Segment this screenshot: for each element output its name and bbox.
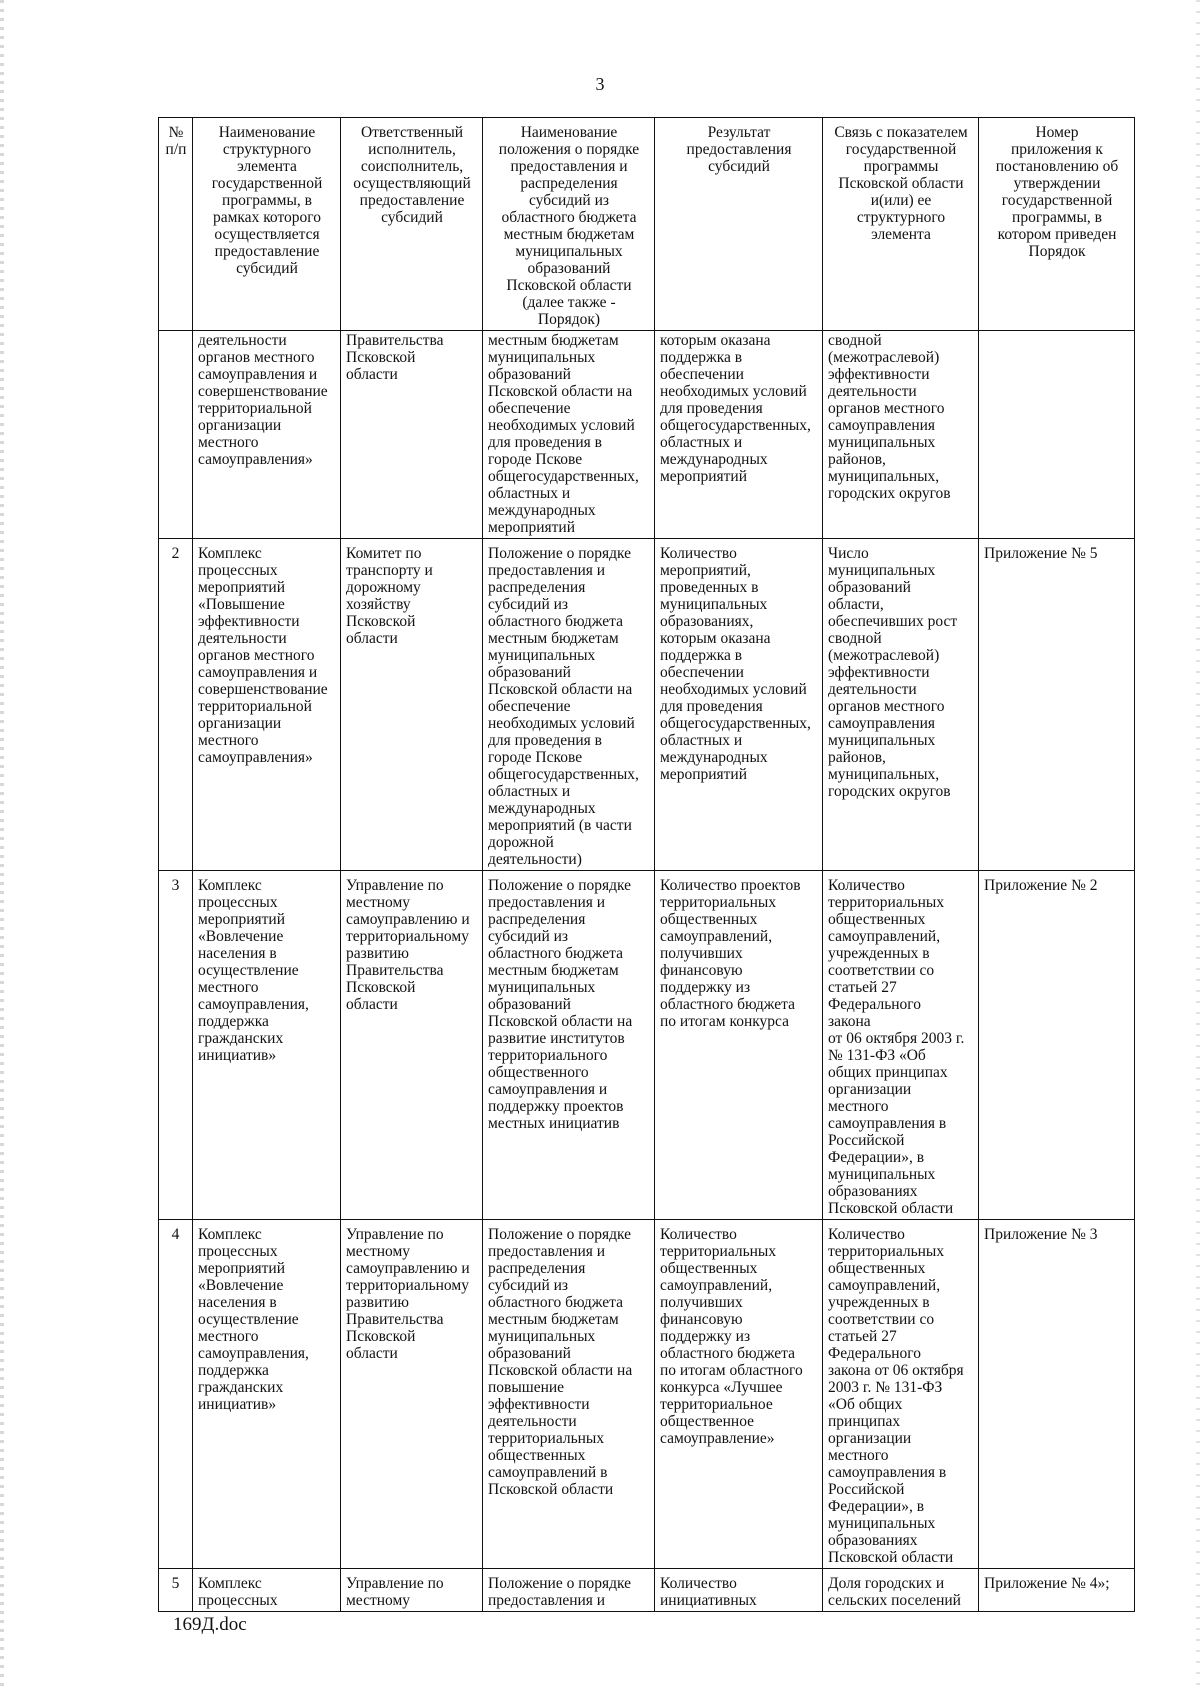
row-num: 2 bbox=[159, 539, 193, 871]
row-regulation: местным бюджетам муниципальных образований Псковской области на обеспечение необходимых условий для проведения в городе Пскове общегосударственных, областных и международных мероприятий bbox=[483, 331, 655, 539]
row-element: деятельности органов местного самоуправления и совершенствование территориальной организации местного самоуправления» bbox=[193, 331, 341, 539]
header-element: Наименование структурного элемента государственной программы, в рамках которого осуществляется предоставление субсидий bbox=[193, 118, 341, 331]
row-result: Количество проектов территориальных общественных самоуправлений, получивших финансовую поддержку из областного бюджета по итогам конкурса bbox=[655, 871, 823, 1220]
table-row bbox=[159, 1569, 1135, 1612]
row-appendix: Приложение № 4»; bbox=[979, 1569, 1135, 1612]
table-header-row bbox=[159, 118, 1135, 331]
row-appendix: Приложение № 2 bbox=[979, 871, 1135, 1220]
row-num: 5 bbox=[159, 1569, 193, 1612]
row-appendix: Приложение № 3 bbox=[979, 1220, 1135, 1569]
row-appendix bbox=[979, 331, 1135, 539]
row-num: 3 bbox=[159, 871, 193, 1220]
scan-edge-right bbox=[1196, 0, 1200, 1686]
row-element: Комплекс процессных мероприятий «Вовлечение населения в осуществление местного самоуправления, поддержка гражданских инициатив» bbox=[193, 871, 341, 1220]
row-element: Комплекс процессных мероприятий «Повышение эффективности деятельности органов местного самоуправления и совершенствование территориальной организации местного самоуправления» bbox=[193, 539, 341, 871]
row-regulation: Положение о порядке предоставления и распределения субсидий из областного бюджета местным бюджетам муниципальных образований Псковской области на обеспечение необходимых условий для проведения в городе Пскове общегосударственных, областных и международных мероприятий (в части дорожной деятельности) bbox=[483, 539, 655, 871]
table-row bbox=[159, 331, 1135, 539]
row-element: Комплекс процессных мероприятий «Вовлечение населения в осуществление местного самоуправления, поддержка гражданских инициатив» bbox=[193, 1220, 341, 1569]
header-executor: Ответственный исполнитель, соисполнитель, осуществляющий предоставление субсидий bbox=[341, 118, 483, 331]
row-regulation: Положение о порядке предоставления и распределения субсидий из областного бюджета местным бюджетам муниципальных образований Псковской области на развитие институтов территориального общественного самоуправления и поддержку проектов местных инициатив bbox=[483, 871, 655, 1220]
header-indicator: Связь с показателем государственной программы Псковской области и(или) ее структурного элемента bbox=[823, 118, 979, 331]
row-regulation: Положение о порядке предоставления и распределения субсидий из областного бюджета местным бюджетам муниципальных образований Псковской области на повышение эффективности деятельности территориальных общественных самоуправлений в Псковской области bbox=[483, 1220, 655, 1569]
subsidy-table bbox=[158, 117, 1135, 1612]
header-regulation: Наименование положения о порядке предоставления и распределения субсидий из областного бюджета местным бюджетам муниципальных образований Псковской области (далее также - Порядок) bbox=[483, 118, 655, 331]
footer-filename: 169Д.doc bbox=[173, 1614, 247, 1635]
row-executor: Управление по местному bbox=[341, 1569, 483, 1612]
header-result: Результат предоставления субсидий bbox=[655, 118, 823, 331]
header-num: № п/п bbox=[159, 118, 193, 331]
row-indicator: Доля городских и сельских поселений bbox=[823, 1569, 979, 1612]
row-indicator: Количество территориальных общественных самоуправлений, учрежденных в соответствии со статьей 27 Федерального закона от 06 октября 2003 г. № 131-ФЗ «Об общих принципах организации местного самоуправления в Российской Федерации», в муниципальных образованиях Псковской области bbox=[823, 871, 979, 1220]
page-number: 3 bbox=[595, 74, 605, 94]
row-appendix: Приложение № 5 bbox=[979, 539, 1135, 871]
row-executor: Комитет по транспорту и дорожному хозяйству Псковской области bbox=[341, 539, 483, 871]
scan-edge-left bbox=[0, 0, 4, 1686]
table-row bbox=[159, 871, 1135, 1220]
row-regulation: Положение о порядке предоставления и bbox=[483, 1569, 655, 1612]
row-executor: Управление по местному самоуправлению и территориальному развитию Правительства Псковской области bbox=[341, 871, 483, 1220]
table-row bbox=[159, 539, 1135, 871]
row-indicator: сводной (межотраслевой) эффективности деятельности органов местного самоуправления муниципальных районов, муниципальных, городских округов bbox=[823, 331, 979, 539]
row-num: 4 bbox=[159, 1220, 193, 1569]
row-result: которым оказана поддержка в обеспечении необходимых условий для проведения общегосударственных, областных и международных мероприятий bbox=[655, 331, 823, 539]
table-row bbox=[159, 1220, 1135, 1569]
row-result: Количество инициативных bbox=[655, 1569, 823, 1612]
row-num bbox=[159, 331, 193, 539]
row-indicator: Количество территориальных общественных самоуправлений, учрежденных в соответствии со статьей 27 Федерального закона от 06 октября 2003 г. № 131-ФЗ «Об общих принципах организации местного самоуправления в Российской Федерации», в муниципальных образованиях Псковской области bbox=[823, 1220, 979, 1569]
row-result: Количество территориальных общественных самоуправлений, получивших финансовую поддержку из областного бюджета по итогам областного конкурса «Лучшее территориальное общественное самоуправление» bbox=[655, 1220, 823, 1569]
row-element: Комплекс процессных bbox=[193, 1569, 341, 1612]
row-executor: Управление по местному самоуправлению и территориальному развитию Правительства Псковской области bbox=[341, 1220, 483, 1569]
header-appendix: Номер приложения к постановлению об утверждении государственной программы, в котором приведен Порядок bbox=[979, 118, 1135, 331]
row-executor: Правительства Псковской области bbox=[341, 331, 483, 539]
row-indicator: Число муниципальных образований области, обеспечивших рост сводной (межотраслевой) эффективности деятельности органов местного самоуправления муниципальных районов, муниципальных, городских округов bbox=[823, 539, 979, 871]
row-result: Количество мероприятий, проведенных в муниципальных образованиях, которым оказана поддержка в обеспечении необходимых условий для проведения общегосударственных, областных и международных мероприятий bbox=[655, 539, 823, 871]
